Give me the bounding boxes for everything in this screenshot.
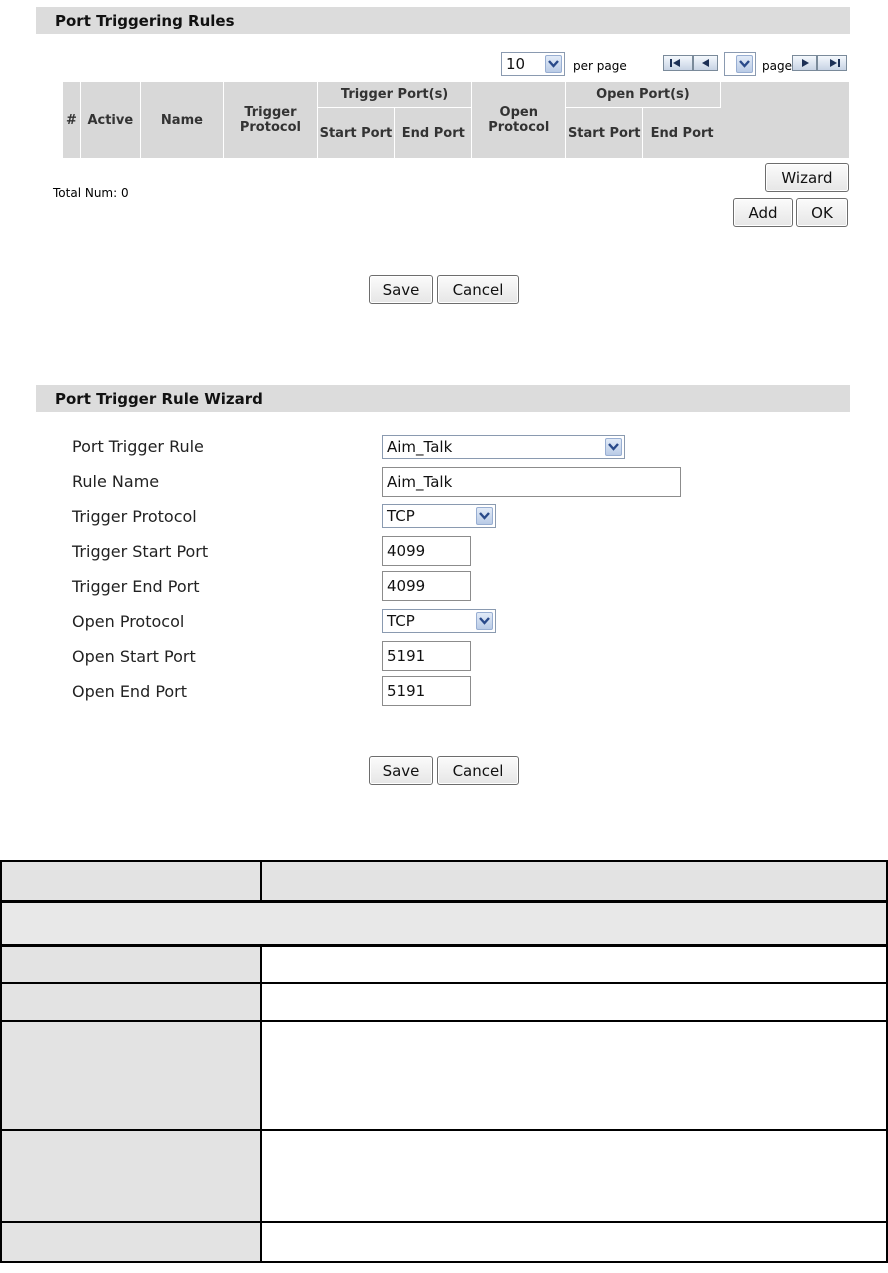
page-select[interactable] [724,52,756,76]
table-value-cell [261,1021,887,1130]
table-value-cell [261,945,887,983]
open-end-port-value: 5191 [387,682,426,700]
trigger-start-port-input[interactable] [382,536,471,566]
open-start-port-label: Open Start Port [72,647,196,666]
per-page-value: 10 [506,55,526,73]
col-actions [721,82,849,158]
open-start-port-value: 5191 [387,647,426,665]
col-trigger-end: End Port [395,107,472,158]
col-trigger-protocol: Trigger Protocol [224,82,318,158]
wizard-button[interactable]: Wizard [765,163,849,192]
per-page-select[interactable] [501,52,565,76]
chevron-down-icon [605,438,622,456]
trigger-end-port-value: 4099 [387,577,426,595]
table-label-cell [1,983,261,1021]
open-protocol-label: Open Protocol [72,612,185,631]
col-open-end: End Port [643,107,720,158]
port-trigger-rule-label: Port Trigger Rule [72,437,204,456]
save-button[interactable]: Save [369,275,433,304]
first-page-icon [668,58,688,68]
per-page-label: per page [573,59,627,73]
total-count: Total Num: 0 [53,186,129,200]
wizard-cancel-button[interactable]: Cancel [437,756,519,785]
cancel-button[interactable]: Cancel [437,275,519,304]
open-end-port-label: Open End Port [72,682,188,701]
trigger-protocol-value: TCP [387,507,415,525]
col-num: # [63,82,81,158]
rule-name-label: Rule Name [72,472,160,491]
table-header-cell [261,861,887,901]
last-page-icon [822,58,842,68]
table-label-cell [1,1130,261,1222]
next-page-icon [797,58,813,68]
trigger-protocol-label: Trigger Protocol [72,507,197,526]
trigger-end-port-label: Trigger End Port [72,577,200,596]
chevron-down-icon [545,55,562,73]
prev-page-button[interactable] [693,55,718,71]
open-protocol-select[interactable] [382,609,496,633]
next-page-button[interactable] [792,55,817,71]
col-trigger-start: Start Port [318,107,395,158]
col-open-start: Start Port [566,107,643,158]
table-value-cell [261,1130,887,1222]
port-trigger-rule-select[interactable] [382,435,625,459]
port-trigger-rule-value: Aim_Talk [387,438,453,456]
table-section-row [1,901,887,945]
col-open-ports: Open Port(s) [566,82,721,107]
open-start-port-input[interactable] [382,641,471,671]
page-label: page [762,59,792,73]
table-label-cell [1,1222,261,1262]
rule-name-input[interactable] [382,467,681,497]
chevron-down-icon [476,612,493,630]
wizard-save-button[interactable]: Save [369,756,433,785]
ok-button[interactable]: OK [796,198,848,227]
col-name: Name [141,82,224,158]
table-header-cell [1,861,261,901]
col-trigger-ports: Trigger Port(s) [318,82,473,107]
rule-name-value: Aim_Talk [387,473,453,491]
table-label-cell [1,1021,261,1130]
chevron-down-icon [476,507,493,525]
trigger-end-port-input[interactable] [382,571,471,601]
chevron-down-icon [736,55,753,73]
col-open-protocol: Open Protocol [472,82,566,158]
prev-page-icon [698,58,714,68]
reference-table [0,860,888,1263]
rules-table [63,82,849,158]
rules-section-title: Port Triggering Rules [36,7,850,34]
open-end-port-input[interactable] [382,676,471,706]
table-value-cell [261,983,887,1021]
trigger-start-port-label: Trigger Start Port [72,542,209,561]
last-page-button[interactable] [817,55,847,71]
col-active: Active [81,82,141,158]
trigger-start-port-value: 4099 [387,542,426,560]
wizard-section-title: Port Trigger Rule Wizard [36,385,850,412]
table-value-cell [261,1222,887,1262]
trigger-protocol-select[interactable] [382,504,496,528]
table-label-cell [1,945,261,983]
open-protocol-value: TCP [387,612,415,630]
first-page-button[interactable] [663,55,693,71]
add-button[interactable]: Add [733,198,793,227]
